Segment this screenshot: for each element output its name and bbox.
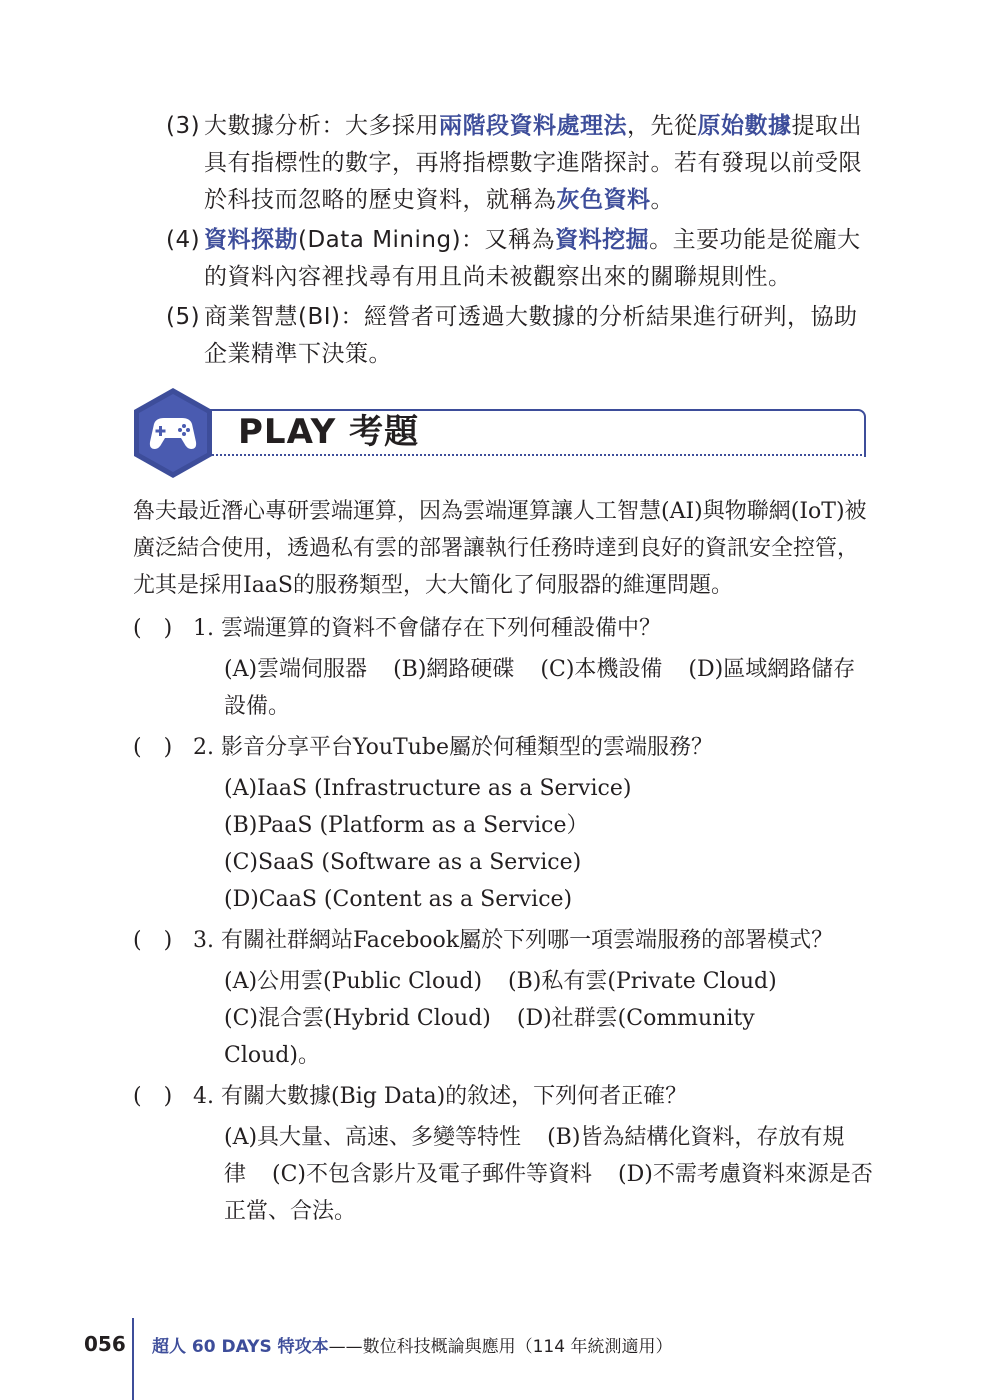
option-list (224, 1119, 873, 1230)
concept-segment: ，先從 (627, 113, 698, 139)
answer-blank[interactable]: ( ) (133, 616, 173, 641)
question-text: 有關社群網站Facebook屬於下列哪一項雲端服務的部署模式？ (221, 928, 834, 953)
concept-item (166, 222, 872, 296)
answer-option: (D)CaaS (Content as a Service) (224, 887, 573, 912)
answer-option: (C)混合雲(Hybrid Cloud) (224, 1006, 491, 1031)
answer-option: (C)SaaS (Software as a Service) (224, 850, 582, 875)
answer-option: (D)不需考慮資料來源是否正當、合法。 (224, 1162, 873, 1224)
question-number: 3. (193, 928, 214, 953)
concept-number: (4) (166, 227, 201, 253)
option-row (224, 963, 873, 1000)
question-area (133, 493, 873, 1234)
highlighted-term: 資料挖掘 (555, 227, 650, 253)
play-title: PLAY 考題 (238, 412, 420, 452)
answer-option: (B)私有雲(Private Cloud) (508, 969, 777, 994)
question-item (133, 922, 873, 1074)
option-list (224, 770, 873, 918)
header-dotted-line (192, 454, 866, 456)
option-list (224, 963, 873, 1074)
answer-option: (A)IaaS (Infrastructure as a Service) (224, 776, 632, 801)
answer-option: (C)本機設備 (540, 657, 663, 682)
concept-number: (5) (166, 304, 201, 330)
answer-option: (A)雲端伺服器 (224, 657, 368, 682)
concept-segment: 提取出具有指標性的數字，再將指標數字進階探討。若有發現以前受限於科技而忽略的歷史資料，就稱為 (204, 113, 862, 213)
concept-segment: 。主要功能是從龐大的資料內容裡找尋有用且尚未被觀察出來的關聯規則性。 (204, 227, 861, 290)
question-number: 2. (193, 735, 214, 760)
question-text: 影音分享平台YouTube屬於何種類型的雲端服務？ (221, 735, 713, 760)
page-number: 056 (84, 1332, 126, 1356)
question-list (133, 610, 873, 1230)
question-item (133, 1078, 873, 1230)
running-title (152, 1332, 672, 1357)
footer-divider (132, 1318, 134, 1400)
gamepad-icon (132, 386, 214, 480)
concept-text (204, 299, 872, 373)
concept-segment: 大數據分析：大多採用 (204, 113, 439, 139)
answer-blank[interactable]: ( ) (133, 735, 173, 760)
answer-option: (B)網路硬碟 (393, 657, 515, 682)
concept-text (204, 222, 872, 296)
answer-option: (B)PaaS (Platform as a Service） (224, 813, 589, 838)
concept-item (166, 108, 872, 219)
option-row (224, 1000, 873, 1074)
concept-text (204, 108, 872, 219)
book-subtitle: ——數位科技概論與應用（114 年統測適用） (328, 1337, 673, 1357)
answer-option: (A)公用雲(Public Cloud) (224, 969, 483, 994)
highlighted-term: 兩階段資料處理法 (439, 113, 627, 139)
answer-blank[interactable]: ( ) (133, 928, 173, 953)
concept-list (166, 108, 872, 376)
concept-segment: 。 (650, 187, 674, 213)
concept-item (166, 299, 872, 373)
question-number: 4. (193, 1084, 214, 1109)
play-section-header (132, 386, 872, 480)
question-stem (193, 922, 873, 959)
question-text: 雲端運算的資料不會儲存在下列何種設備中？ (221, 616, 662, 641)
highlighted-term: 原始數據 (697, 113, 792, 139)
answer-option: (B)皆為結構化資料，存放有規律 (224, 1125, 845, 1187)
question-item (133, 729, 873, 918)
option-list (224, 651, 873, 725)
scenario-intro: 魯夫最近潛心專研雲端運算，因為雲端運算讓人工智慧(AI)與物聯網(IoT)被廣泛結合使用，透過私有雲的部署讓執行任務時達到良好的資訊安全控管，尤其是採用IaaS的服務類型，大大簡化了伺服器的維運問題。 (133, 499, 867, 598)
answer-blank[interactable]: ( ) (133, 1084, 173, 1109)
concept-segment: 商業智慧(BI)：經營者可透過大數據的分析結果進行研判，協助企業精準下決策。 (204, 304, 858, 367)
question-stem (193, 610, 873, 647)
question-stem (193, 729, 873, 766)
book-title: 超人 60 DAYS 特攻本 (152, 1337, 329, 1357)
answer-option: (D)社群雲(Community Cloud)。 (224, 1006, 755, 1068)
question-stem (193, 1078, 873, 1115)
page-footer (0, 1310, 1000, 1400)
answer-option: (C)不包含影片及電子郵件等資料 (272, 1162, 593, 1187)
highlighted-term: 灰色資料 (556, 187, 651, 213)
question-item (133, 610, 873, 725)
concept-number: (3) (166, 113, 201, 139)
answer-option: (A)具大量、高速、多變等特性 (224, 1125, 522, 1150)
question-text: 有關大數據(Big Data)的敘述，下列何者正確？ (221, 1084, 688, 1109)
answer-option: (D)區域網路儲存設備。 (224, 657, 856, 719)
concept-segment: (Data Mining)：又稱為 (298, 227, 556, 253)
highlighted-term: 資料探勘 (204, 227, 298, 253)
question-number: 1. (193, 616, 214, 641)
